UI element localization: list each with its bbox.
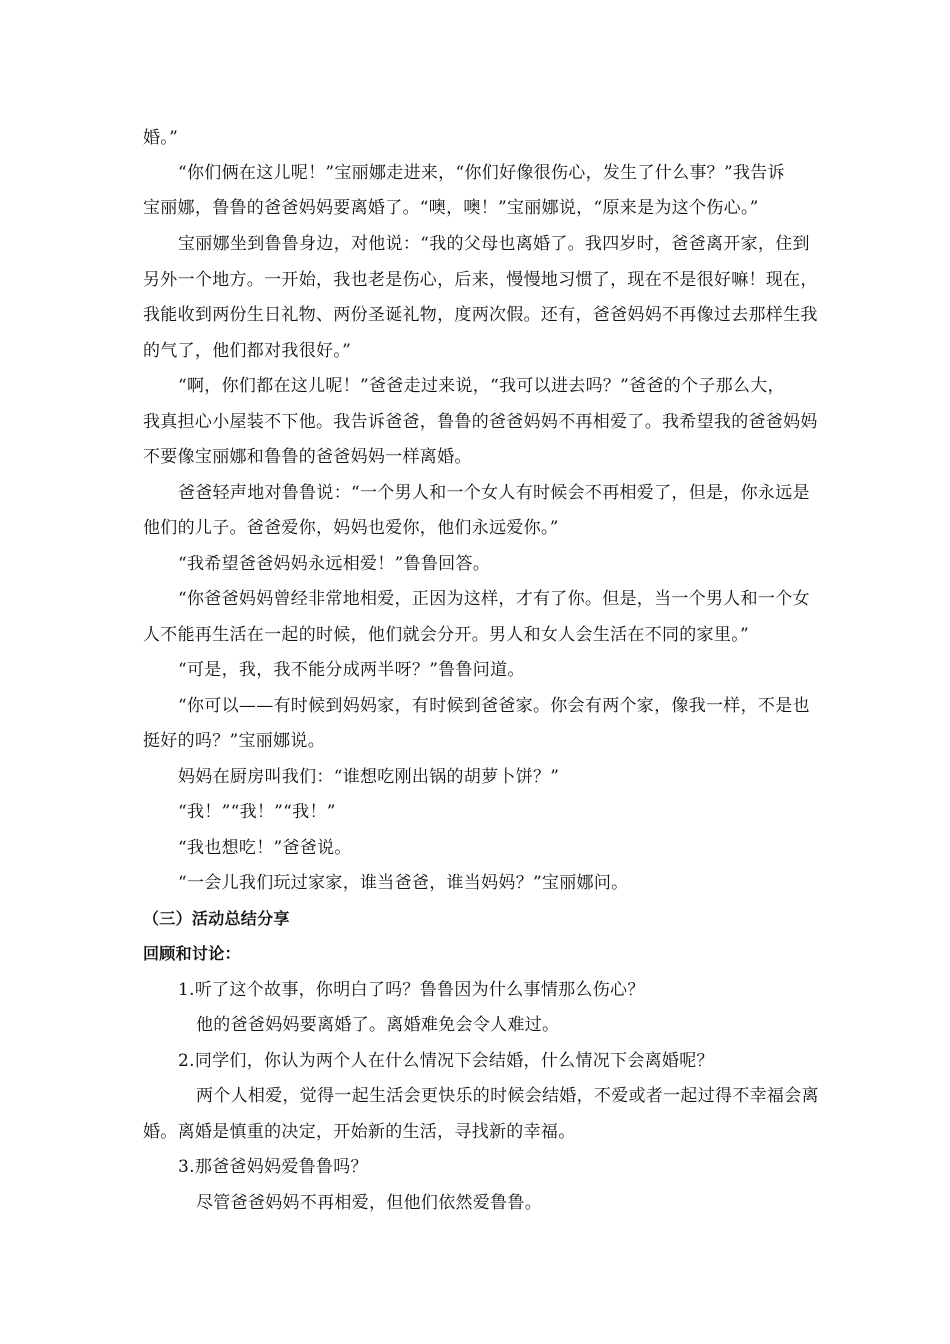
question-item: 1.听了这个故事，你明白了吗？鲁鲁因为什么事情那么伤心？ bbox=[178, 980, 645, 1000]
paragraph-line: 另外一个地方。一开始，我也老是伤心，后来，慢慢地习惯了，现在不是很好嘛！现在， bbox=[143, 270, 818, 290]
paragraph-line: “你们俩在这儿呢！”宝丽娜走进来，“你们好像很伤心，发生了什么事？”我告诉 bbox=[178, 163, 785, 183]
paragraph-line: 的气了，他们都对我很好。” bbox=[143, 341, 352, 361]
section-heading: （三）活动总结分享 bbox=[143, 909, 290, 928]
paragraph-line: 挺好的吗？”宝丽娜说。 bbox=[143, 731, 325, 751]
question-item: 3.那爸爸妈妈爱鲁鲁吗？ bbox=[178, 1157, 368, 1177]
paragraph-line: “一会儿我们玩过家家，谁当爸爸，谁当妈妈？”宝丽娜问。 bbox=[178, 873, 629, 893]
paragraph-line: 婚。” bbox=[143, 128, 179, 148]
paragraph-line: 我能收到两份生日礼物、两份圣诞礼物，度两次假。还有，爸爸妈妈不再像过去那样生我 bbox=[143, 305, 818, 325]
paragraph-line: “可是，我，我不能分成两半呀？”鲁鲁问道。 bbox=[178, 660, 525, 680]
paragraph-line: 人不能再生活在一起的时候，他们就会分开。男人和女人会生活在不同的家里。” bbox=[143, 625, 749, 645]
paragraph-line: 爸爸轻声地对鲁鲁说：“一个男人和一个女人有时候会不再相爱了，但是，你永远是 bbox=[178, 483, 810, 503]
paragraph-line: “你爸爸妈妈曾经非常地相爱，正因为这样，才有了你。但是，当一个男人和一个女 bbox=[178, 589, 810, 609]
paragraph-line: “你可以——有时候到妈妈家，有时候到爸爸家。你会有两个家，像我一样，不是也 bbox=[178, 696, 810, 716]
answer-line: 尽管爸爸妈妈不再相爱，但他们依然爱鲁鲁。 bbox=[196, 1193, 542, 1213]
paragraph-line: 他们的儿子。爸爸爱你，妈妈也爱你，他们永远爱你。” bbox=[143, 518, 559, 538]
paragraph-line: 妈妈在厨房叫我们：“谁想吃刚出锅的胡萝卜饼？” bbox=[178, 767, 560, 787]
subsection-heading: 回顾和讨论： bbox=[143, 944, 241, 963]
paragraph-line: “啊，你们都在这儿呢！”爸爸走过来说，“我可以进去吗？”爸爸的个子那么大， bbox=[178, 376, 785, 396]
paragraph-line: 宝丽娜坐到鲁鲁身边，对他说：“我的父母也离婚了。我四岁时，爸爸离开家，住到 bbox=[178, 234, 810, 254]
answer-line: 两个人相爱，觉得一起生活会更快乐的时候会结婚，不爱或者一起过得不幸福会离 bbox=[196, 1086, 819, 1106]
question-item: 2.同学们，你认为两个人在什么情况下会结婚，什么情况下会离婚呢？ bbox=[178, 1051, 714, 1071]
paragraph-line: 宝丽娜，鲁鲁的爸爸妈妈要离婚了。“噢，噢！”宝丽娜说，“原来是为这个伤心。” bbox=[143, 198, 759, 218]
paragraph-line: 我真担心小屋装不下他。我告诉爸爸，鲁鲁的爸爸妈妈不再相爱了。我希望我的爸爸妈妈 bbox=[143, 412, 818, 432]
answer-line: 他的爸爸妈妈要离婚了。离婚难免会令人难过。 bbox=[196, 1015, 560, 1035]
paragraph-line: “我希望爸爸妈妈永远相爱！”鲁鲁回答。 bbox=[178, 554, 491, 574]
paragraph-line: “我！”“我！”“我！” bbox=[178, 802, 336, 822]
paragraph-line: “我也想吃！”爸爸说。 bbox=[178, 838, 352, 858]
paragraph-line: 不要像宝丽娜和鲁鲁的爸爸妈妈一样离婚。 bbox=[143, 447, 472, 467]
answer-line: 婚。离婚是慎重的决定，开始新的生活，寻找新的幸福。 bbox=[143, 1122, 576, 1142]
